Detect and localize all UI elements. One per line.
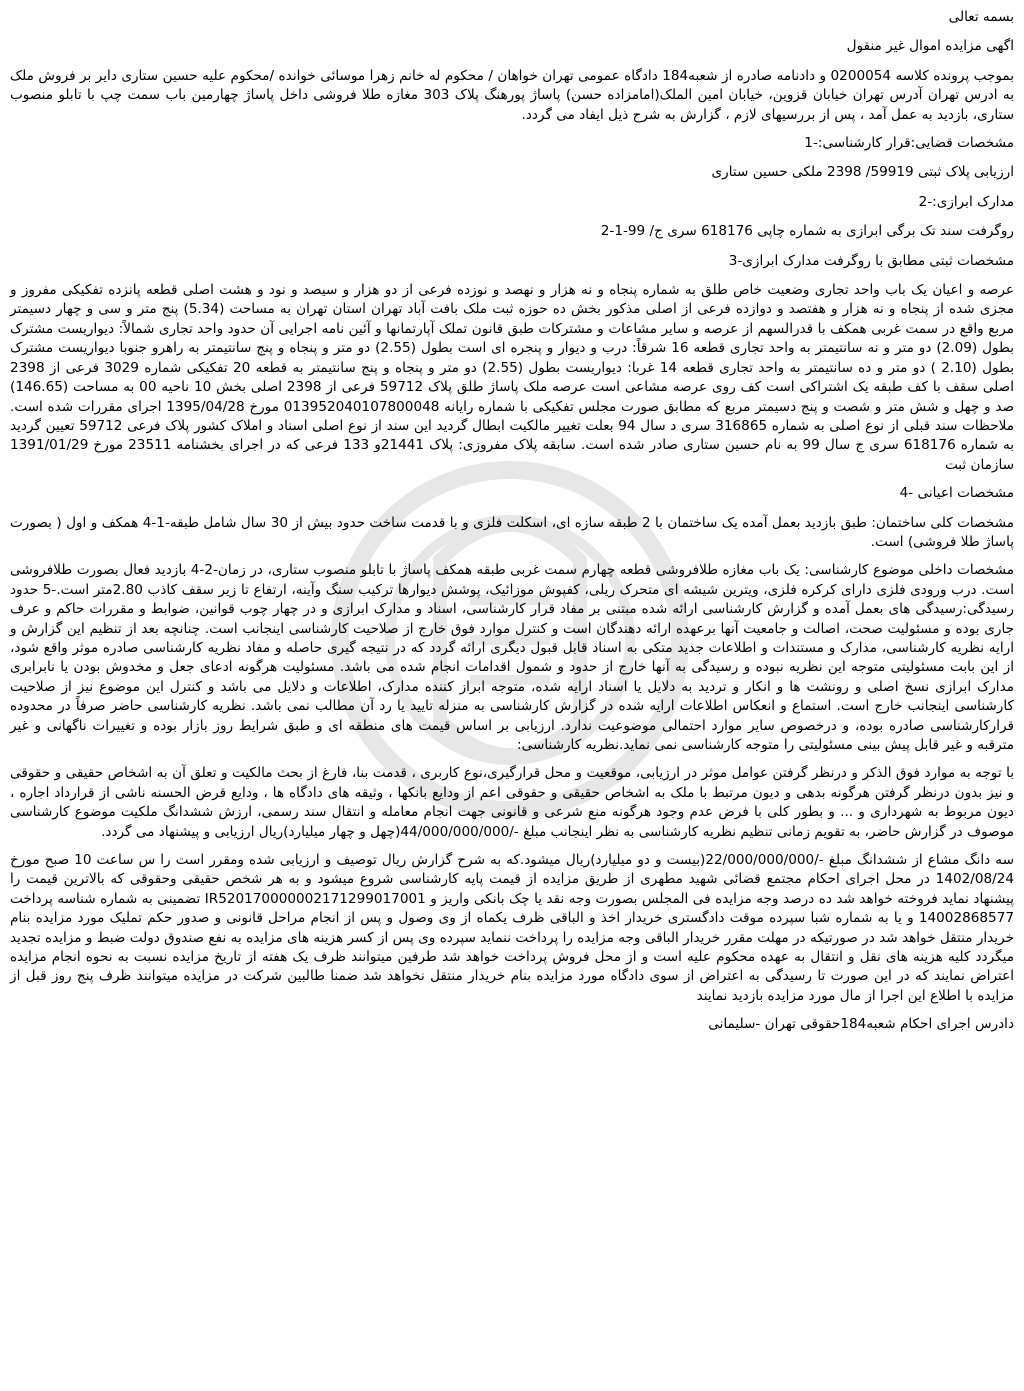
section4-2-text: مشخصات داخلی موضوع کارشناسی: یک باب مغازه طلافروشی قطعه چهارم سمت غربی طبقه همکف پاساژ با تابلو منصوب ستاری، در زمان-2-4 بازدید فعال بصورت طلافروشی است. درب ورودی فلزی دارای کرکره فلزی، ویترین شیشه ای متحرک ریلی، کفپوش موزائیک، پوشش دیوارها ترکیب سنگ وآینه، ارتفاع تا زیر سقف کاذب 2.80متر است.-5 حدود رسیدگی:رسیدگی های بعمل آمده و گزارش کارشناسی ارائه شده مبتنی بر مفاد قرار کارشناسی، اسناد و مدارک ابرازی و در چهار چوب قوانین، ضوابط و مقررات حاکم و عرف جاری بوده و مسئولیت صحت، اصالت و جامعیت آنها برعهده ارائه دهندگان است و کنترل موارد فوق خارج از صلاحیت کارشناسی اینجانب است. چنانچه بعد از تنظیم این گزارش و ارایه نظریه کارشناسی، مدارک و مستندات و اطلاعات جدید متکی به اسناد قابل قبول دیگری ارائه گردد که در نتیجه گیری حاصله و مفاد نظریه کارشناسی صادره موثر واقع شود، از این بابت مسئولیتی متوجه این نظریه نبوده و رسیدگی به آنها خارج از حدود و شمول اقدامات انجام شده می باشد. مسئولیت هرگونه ادعای جعل و مخدوش بودن یا نابرابری مدارک ابرازی نسخ اصلی و رونشت ها و انکار و تردید به دلایل یا اسناد ارایه شده، متوجه ابراز کننده مدارک، اطلاعات و دلایل می باشد و کنترل این موضوع نیز از صلاحیت کارشناسی اینجانب خارج است. استماع و انعکاس اطلاعات ارایه شده در گزارش کارشناسی به منزله تایید یا رد آن مطالب نمی باشد. نظریه کارشناسی حاضر صرفاً در محدوده قرارکارشناسی صادره بوده، و درخصوص سایر موارد احتمالی موضوعیت ندارد. ارزیابی بر اساس قیمت های منطقه ای و طبق شرایط روز بازار بوده و تغییرات ناگهانی و غیر مترقبه و غیر قابل پیش بینی مسئولیتی را متوجه کارشناسی نمی نماید.نظریه کارشناسی: (10, 562, 1014, 753)
section1-text: ارزیابی پلاک ثبتی 59919/ 2398 ملکی حسین ستاری (711, 164, 1014, 181)
section2-text: روگرفت سند تک برگی ابرازی به شماره چاپی 618176 سری ج/ 99-1-2 (600, 223, 1014, 240)
section4-heading: مشخصات اعیانی -4 (899, 485, 1014, 502)
auction-terms-paragraph: سه دانگ مشاع از ششدانگ مبلغ -/22/000/000/000(بیست و دو میلیارد)ریال میشود.که به شرح گزارش ریال توصیف و ارزیابی شده ومقرر است را س ساعت 10 صبح مورخ 1402/08/24 در محل اجرای احکام مجتمع قضائی شهید مطهری از طریق مزایده از قیمت پایه کارشناسی شروع میشود و به هر شخص حقیقی وحقوقی که بالاترین قیمت را پیشنهاد نماید فروخته خواهد شد ده درصد وجه مزایده فی المجلس بصورت وجه نقد یا چک بانکی واریز و IR520170000002171299017001 تضمینی به شماره شناسه پرداخت 14002868577 و یا به شماره شبا سپرده موقت دادگستری خریدار اخذ و الباقی ظرف یکماه از وی وصول و پس از انجام مراحل قانونی و صدور حکم تملیک مورد مزایده بنام خریدار منتقل خواهد شد در صورتیکه در مهلت مقرر خریدار الباقی وجه مزایده را پرداخت ننماید سپرده وی پس از کسر هزینه های مزایده به نفع صندوق دولت ضبط و مزایده تجدید میگردد کلیه هزینه های نقل و انتقال به عهده محکوم علیه است و از محل فروش پرداخت خواهد شد طرفین میتوانند ظرف یک هفته از تاریخ مزایده نسبت به نحوه انجام مزایده اعتراض نمایند که در این صورت تا رسیدگی به اعتراض از سوی دادگاه مورد مزایده بنام خریدار منتقل نخواهد شد ضمنا طالبین شرکت در مزایده میتوانند ظرف پنج روز قبل از مزایده با اطلاع این اجرا از مال مورد مزایده بازدید نمایند (10, 852, 1015, 1004)
section1-heading: مشخصات قضایی:قرار کارشناسی:-1 (804, 135, 1014, 152)
notice-title: اگهی مزایده اموال غیر منقول (846, 38, 1014, 55)
intro-paragraph: بموجب پرونده کلاسه 0200054 و دادنامه صادره از شعبه184 دادگاه عمومی تهران خواهان / محکوم له خانم زهرا موسائی خوانده /محکوم علیه حسین ستاری دایر بر فروش ملک به ادرس تهران آدرس تهران خیابان قزوین، خیابان امین الملک(امامزاده حسن) پاساژ پورهنگ پلاک 303 مغازه طلا فروشی داخل پاساژ چهارمین باب سمت چپ با تابلو منصوب ستاری، بازدید به عمل آمد ، پس از بررسیهای لازم ، گزارش به شرح ذیل ایفاد می گردد. (10, 67, 1015, 123)
section3-text: عرصه و اعیان یک باب واحد تجاری وضعیت خاص طلق به شماره پنجاه و نه هزار و نهصد و نوزده فرعی از دو هزار و سیصد و نود و هشت اصلی قطعه پانزده تفکیکی مفروز و مجزی شده از پنجاه و نه هزار و هفتصد و دوازده فرعی از اصلی مذکور بخش ده حوزه ثبت ملک بافت آباد تهران استان تهران به مساحت (5.34) پنج متر و سی و چهار دسیمتر مربع واقع در سمت غربی همکف با قدرالسهم از عرصه و سایر مشاعات و مشترکات طبق قانون تملک آپارتمانها و آئین نامه اجرایی آن حدود واحد تجاری شمالاً: دیواریست مشترک بطول (2.09) دو متر و نه سانتیمتر به واحد تجاری قطعه 16 شرقاً: درب و دیوار و پنجره ای است بطول (2.55) دو متر و پنجاه و پنج سانتیمتر به راهرو جنوبا دیواریست مشترک بطول (2.10 ) دو متر و ده سانتیمتر به واحد تجاری قطعه 14 غربا: دیواریست بطول (2.55) دو متر و پنجاه و پنج سانتیمتر به قطعه 20 تفکیکی شماره 3029 فرعی از 2398 اصلی سقف با کف طبقه یک اشتراکی است کف روی عرصه مشاعی است عرصه ملک پاساژ طلق پلاک 59712 فرعی از 2398 اصلی بخش 10 ناحیه 00 به مساحت (146.65) صد و چهل و شش متر و شصت و پنج دسیمتر مربع که مطابق صورت مجلس تفکیکی با شماره رایانه 013952040107800048 مورخ 1395/04/28 اجرای مقررات شده است. ملاحظات سند قبلی از نوع اصلی به شماره 316865 سری د سال 94 بعلت تغییر مالکیت ابطال گردید این سند از نوع اصلی اسناد و املاک کشور پلاک فرعی 59712 تعیین گردید به شماره 618176 سری ج سال 99 به نام حسین ستاری صادر شده است. سابقه پلاک مفروزی: پلاک 21441و 133 فرعی که در اجرای بخشنامه 23511 مورخ 1391/01/29 سازمان ثبت (10, 282, 1015, 473)
signature-line: دادرس اجرای احکام شعبه184حقوقی تهران -سلیمانی (708, 1016, 1014, 1033)
section2-heading: مدارک ابرازی:-2 (918, 193, 1014, 210)
basmala: بسمه تعالی (948, 9, 1014, 25)
valuation-paragraph: با توجه به موارد فوق الذکر و درنظر گرفتن عوامل موثر در ارزیابی، موقعیت و محل قرارگیری،نوع کاربری ، قدمت بنا، فارغ از بحث مالکیت و تعلق آن به اشخاص حقیقی و حقوقی و نیز بدون درنظر گرفتن هرگونه بدهی و دیون مرتبط با ملک به اشخاص حقیقی و حقوقی اعم از ودایع بانکها ، وثیقه های دادگاه ها ، ودایع قرض الحسنه ناشی از قرارداد اجاره ، دیون مربوط به شهرداری و ... و بطور کلی با فرض عدم وجود هرگونه منع شرعی و قانونی جهت انجام معامله و انتقال سند رسمی، ارزش ششدانگ ملکیت موضوع کارشناسی موصوف در گزارش حاضر، به تقویم زمانی تنظیم نظریه کارشناسی به نظر اینجانب مبلغ -/44/000/000/000(چهل و چهار میلیارد)ریال ارزیابی و پیشنهاد می گردد. (10, 765, 1014, 840)
auction-notice-document (10, 8, 1014, 1044)
section4-1-text: مشخصات کلی ساختمان: طبق بازدید بعمل آمده یک ساختمان با 2 طبقه سازه ای، اسکلت فلزی و با قدمت ساخت حدود بیش از 30 سال شامل طبقه-1-4 همکف و اول ( بصورت پاساژ طلا فروشی) است. (10, 514, 1014, 550)
section3-heading: مشخصات ثبتی مطابق با روگرفت مدارک ابرازی-3 (728, 252, 1014, 269)
